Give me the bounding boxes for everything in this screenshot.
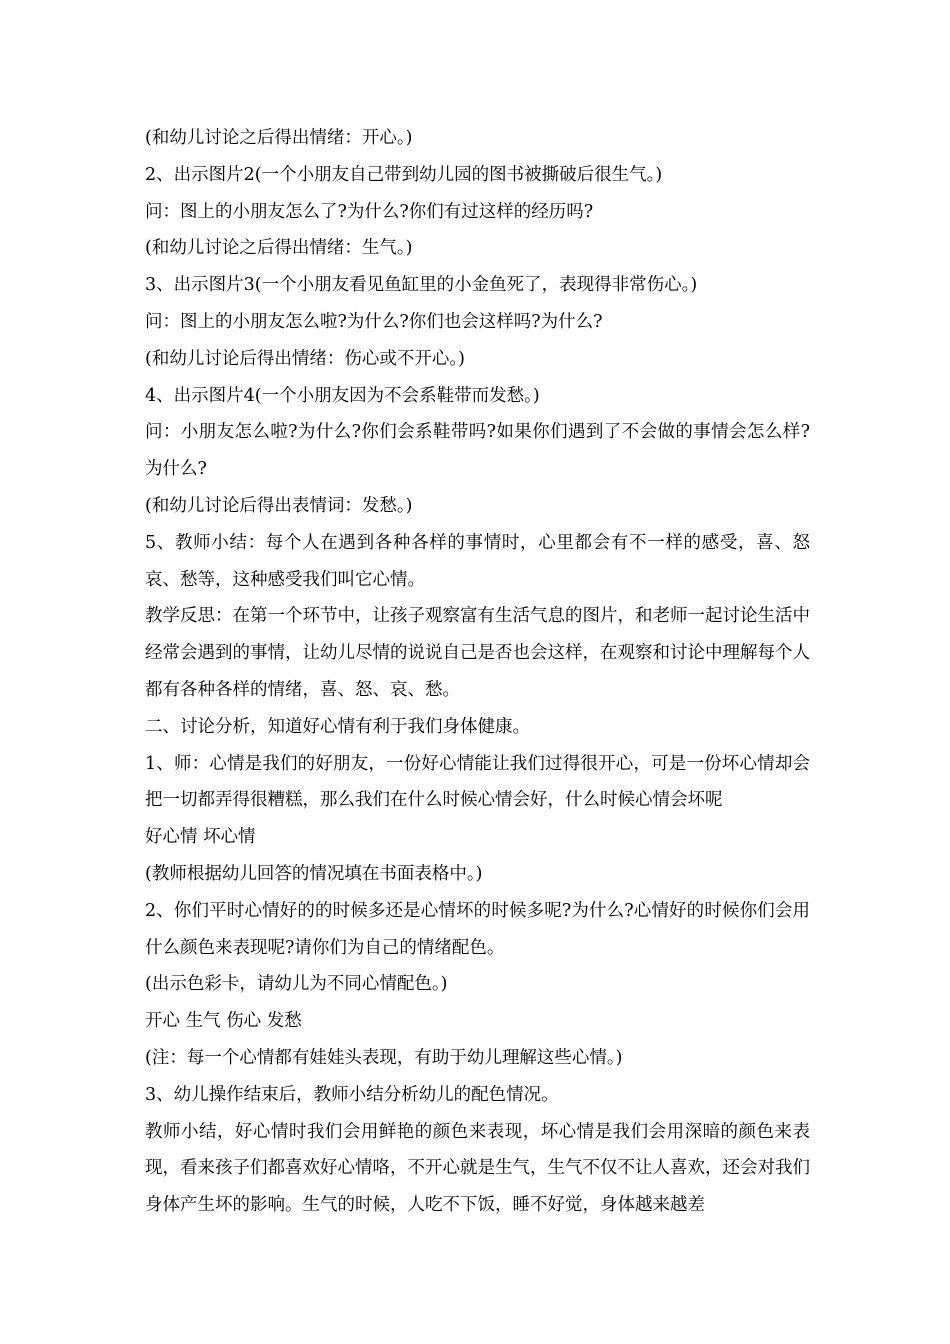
paragraph: (和幼儿讨论后得出情绪：伤心或不开心。) [145,348,465,369]
paragraph: (教师根据幼儿回答的情况填在书面表格中。) [145,863,483,884]
paragraph: 3、幼儿操作结束后，教师小结分析幼儿的配色情况。 [145,1084,559,1105]
paragraph: (和幼儿讨论之后得出情绪：生气。) [145,238,413,259]
table-header-text: 好心情 坏心情 [145,827,256,848]
section-heading: 二、讨论分析，知道好心情有利于我们身体健康。 [145,716,530,737]
mood-labels: 开心 生气 伤心 发愁 [145,1011,302,1032]
document-body [145,120,810,1224]
paragraph: 问：图上的小朋友怎么啦?为什么?你们也会这样吗?为什么? [145,311,603,332]
paragraph: 问：图上的小朋友怎么了?为什么?你们有过这样的经历吗? [145,201,594,222]
paragraph: 2、你们平时心情好的的时候多还是心情坏的时候多呢?为什么?心情好的时候你们会用什么颜色来表现呢?请你们为自己的情绪配色。 [145,900,810,958]
paragraph: 问：小朋友怎么啦?为什么?你们会系鞋带吗?如果你们遇到了不会做的事情会怎么样?为什么? [145,422,810,480]
paragraph: (注：每一个心情都有娃娃头表现，有助于幼儿理解这些心情。) [145,1047,623,1068]
paragraph: 4、出示图片4(一个小朋友因为不会系鞋带而发愁。) [145,385,540,406]
paragraph: 3、出示图片3(一个小朋友看见鱼缸里的小金鱼死了，表现得非常伤心。) [145,275,698,296]
paragraph: 教师小结，好心情时我们会用鲜艳的颜色来表现，坏心情是我们会用深暗的颜色来表现，看来孩子们都喜欢好心情咯，不开心就是生气，生气不仅不让人喜欢，还会对我们身体产生坏的影响。生气的时候，人吃不下饭，睡不好觉，身体越来越差 [145,1121,810,1216]
paragraph: (和幼儿讨论之后得出情绪：开心。) [145,128,413,148]
paragraph: 教学反思：在第一个环节中，让孩子观察富有生活气息的图片，和老师一起讨论生活中经常会遇到的事情，让幼儿尽情的说说自己是否也会这样，在观察和讨论中理解每个人都有各种各样的情绪，喜、怒、哀、愁。 [145,606,810,700]
paragraph: (出示色彩卡，请幼儿为不同心情配色。) [145,974,448,995]
paragraph: 5、教师小结：每个人在遇到各种各样的事情时，心里都会有不一样的感受，喜、怒哀、愁等，这种感受我们叫它心情。 [145,532,810,590]
paragraph: 2、出示图片2(一个小朋友自己带到幼儿园的图书被撕破后很生气。) [145,164,663,185]
paragraph: (和幼儿讨论后得出表情词：发愁。) [145,495,413,516]
paragraph: 1、师：心情是我们的好朋友，一份好心情能让我们过得很开心，可是一份坏心情却会把一切都弄得很糟糕，那么我们在什么时候心情会好，什么时候心情会坏呢 [145,753,810,811]
